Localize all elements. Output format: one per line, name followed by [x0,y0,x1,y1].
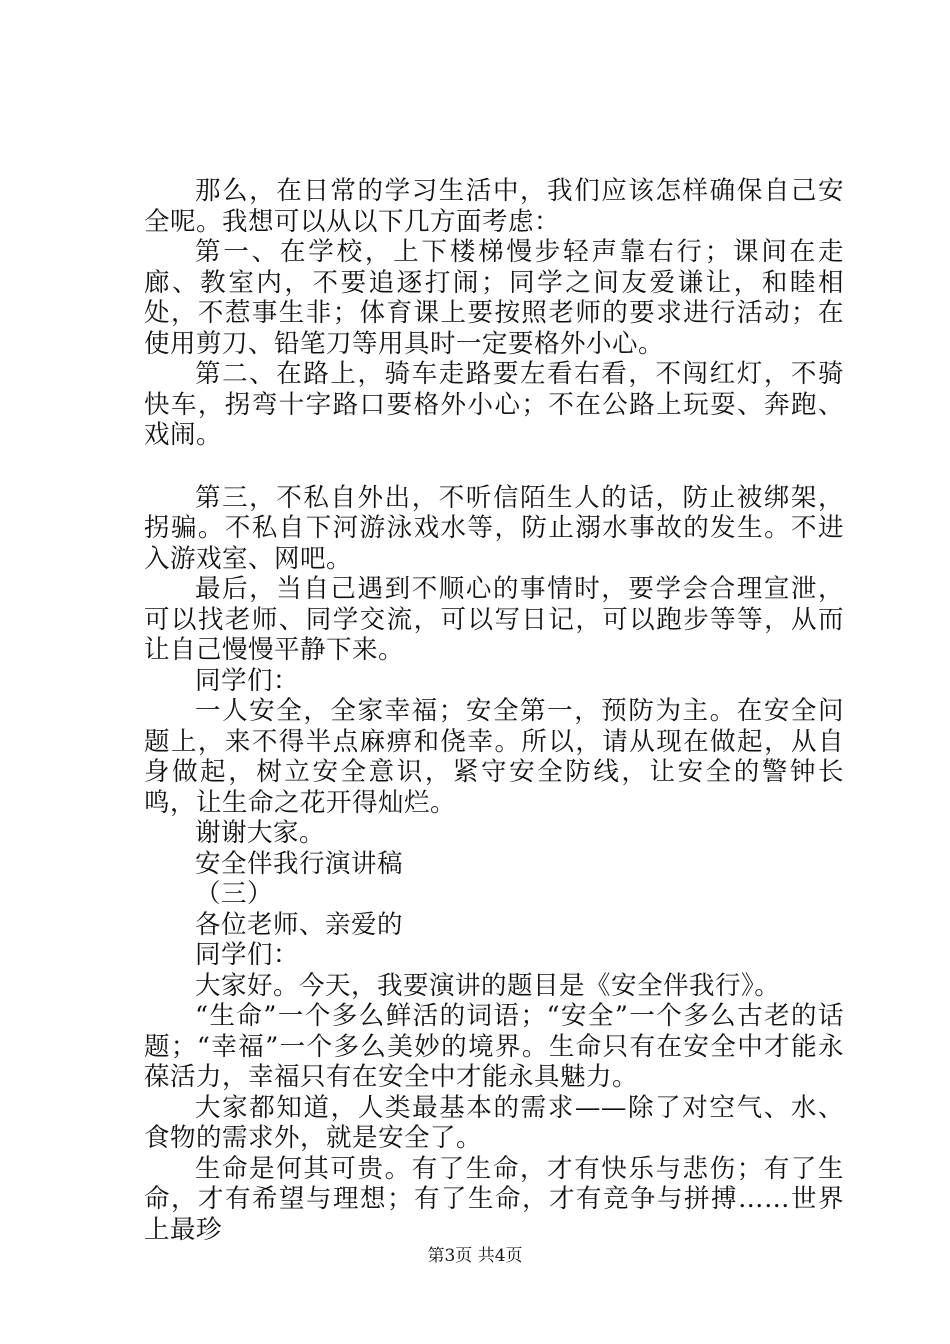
paragraph-on-the-road: 第二、在路上，骑车走路要左看右看，不闯红灯，不骑快车，拐弯十字路口要格外小心；不在公路上玩耍、奔跑、戏闹。 [144,359,844,450]
speech-number: （三） [195,879,274,909]
paragraph-safety-first: 一人安全，全家幸福；安全第一，预防为主。在安全问题上，来不得半点麻痹和侥幸。所以，请从现在做起，从自身做起，树立安全意识，紧守安全防线，让安全的警钟长鸣，让生命之花开得灿烂。 [144,696,844,818]
paragraph-intro: 大家好。今天，我要演讲的题目是《安全伴我行》。 [195,970,781,1001]
paragraph-life-safety-happiness: “生命”一个多么鲜活的词语；“安全”一个多么古老的话题；“幸福”一个多么美妙的境界。生命只有在安全中才能永葆活力，幸福只有在安全中才能永具魅力。 [144,1001,844,1092]
paragraph-basic-needs: 大家都知道，人类最基本的需求——除了对空气、水、食物的需求外，就是安全了。 [144,1092,844,1153]
greeting-classmates: 同学们： [195,940,300,970]
paragraph-classmates: 同学们： [195,665,300,696]
greeting-teachers: 各位老师、亲爱的 [195,909,404,940]
speech-title: 安全伴我行演讲稿 [195,848,404,879]
paragraph-life-precious: 生命是何其可贵。有了生命，才有快乐与悲伤；有了生命，才有希望与理想；有了生命，才有竞争与拼搏……世界上最珍 [144,1153,844,1245]
page-number-footer: 第3页 共4页 [427,1246,523,1266]
paragraph-thanks: 谢谢大家。 [195,818,326,848]
paragraph-strangers: 第三，不私自外出，不听信陌生人的话，防止被绑架，拐骗。不私自下河游泳戏水等，防止溺水事故的发生。不进入游戏室、网吧。 [144,482,844,574]
paragraph-gap [144,451,844,483]
paragraph-at-school: 第一、在学校，上下楼梯慢步轻声靠右行；课间在走廊、教室内，不要追逐打闹；同学之间友爱谦让，和睦相处，不惹事生非；体育课上要按照老师的要求进行活动；在使用剪刀、铅笔刀等用具时一定要格外小心。 [144,237,844,359]
paragraph-how-to-stay-safe: 那么，在日常的学习生活中，我们应该怎样确保自己安全呢。我想可以从以下几方面考虑： [144,176,844,237]
paragraph-finally: 最后，当自己遇到不顺心的事情时，要学会合理宣泄，可以找老师、同学交流，可以写日记，可以跑步等等，从而让自己慢慢平静下来。 [144,574,844,665]
document-body [144,176,844,1245]
